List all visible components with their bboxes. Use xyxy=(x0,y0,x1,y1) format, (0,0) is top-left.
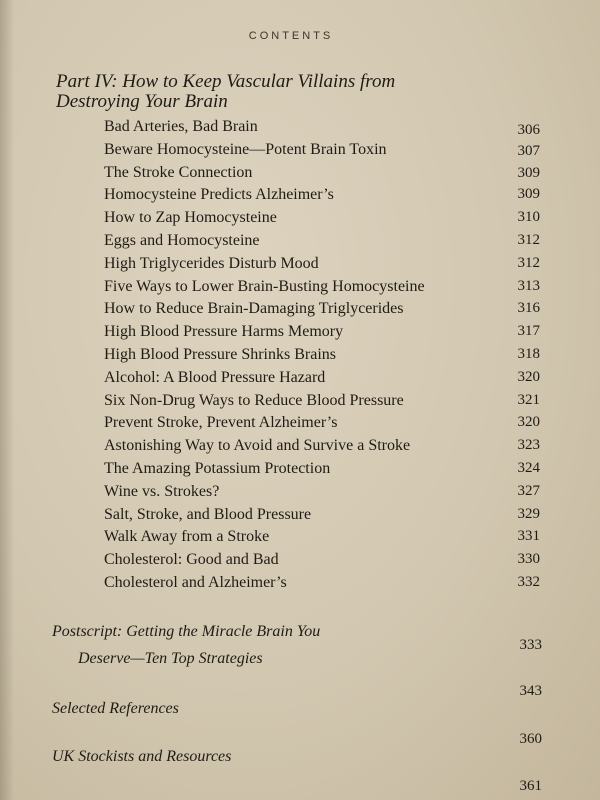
entry-title: The Amazing Potassium Protection xyxy=(104,459,331,477)
trailing-page-number: 361 xyxy=(519,778,542,794)
entry-title: Alcohol: A Blood Pressure Hazard xyxy=(104,368,326,386)
contents-entry xyxy=(0,437,600,460)
entry-title: Salt, Stroke, and Blood Pressure xyxy=(104,505,312,523)
entry-title: Homocysteine Predicts Alzheimer’s xyxy=(104,186,334,204)
entry-title: Five Ways to Lower Brain-Busting Homocysteine xyxy=(104,277,425,295)
entry-title: Eggs and Homocysteine xyxy=(104,231,260,249)
entry-title: Cholesterol and Alzheimer’s xyxy=(104,573,287,591)
contents-entry xyxy=(0,141,600,164)
contents-entry xyxy=(0,186,600,209)
entry-page-number: 310 xyxy=(517,209,540,226)
contents-entry-list xyxy=(0,118,600,597)
entry-title: The Stroke Connection xyxy=(104,163,253,181)
entry-title: How to Reduce Brain-Damaging Triglycerides xyxy=(104,300,404,318)
contents-entry xyxy=(0,574,600,597)
entry-page-number: 309 xyxy=(517,164,540,181)
contents-entry xyxy=(0,255,600,278)
postscript-page-number: 333 xyxy=(519,637,542,653)
contents-entry xyxy=(0,232,600,255)
postscript-title-line-1: Postscript: Getting the Miracle Brain You xyxy=(52,623,321,640)
entry-page-number: 316 xyxy=(517,300,540,317)
entry-title: Walk Away from a Stroke xyxy=(104,528,270,546)
references-page-number: 343 xyxy=(519,683,542,699)
entry-page-number: 312 xyxy=(517,254,540,271)
contents-entry xyxy=(0,460,600,483)
entry-title: Astonishing Way to Avoid and Survive a Stroke xyxy=(104,437,411,455)
entry-page-number: 323 xyxy=(517,437,540,454)
entry-page-number: 327 xyxy=(517,482,540,499)
entry-title: High Blood Pressure Shrinks Brains xyxy=(104,345,336,363)
contents-entry xyxy=(0,164,600,187)
entry-page-number: 307 xyxy=(517,142,540,159)
selected-references-title: Selected References xyxy=(52,700,179,717)
contents-entry xyxy=(0,414,600,437)
contents-entry xyxy=(0,551,600,574)
contents-entry xyxy=(0,278,600,301)
entry-page-number: 320 xyxy=(517,368,540,385)
entry-page-number: 329 xyxy=(517,505,540,522)
part-heading-line-1: Part IV: How to Keep Vascular Villains from xyxy=(56,71,396,92)
running-head: CONTENTS xyxy=(248,30,334,42)
entry-page-number: 324 xyxy=(517,459,540,476)
entry-title: Prevent Stroke, Prevent Alzheimer’s xyxy=(104,414,338,432)
contents-entry xyxy=(0,369,600,392)
entry-title: Beware Homocysteine—Potent Brain Toxin xyxy=(104,140,387,158)
entry-title: How to Zap Homocysteine xyxy=(104,209,277,227)
entry-page-number: 317 xyxy=(517,323,540,340)
uk-stockists-title: UK Stockists and Resources xyxy=(52,748,232,765)
entry-title: Bad Arteries, Bad Brain xyxy=(104,118,258,135)
part-heading xyxy=(56,72,496,112)
entry-page-number: 309 xyxy=(517,186,540,203)
contents-entry xyxy=(0,346,600,369)
entry-page-number: 332 xyxy=(517,573,540,590)
entry-title: High Blood Pressure Harms Memory xyxy=(104,323,344,341)
contents-entry xyxy=(0,483,600,506)
contents-entry xyxy=(0,209,600,232)
entry-page-number: 306 xyxy=(517,122,540,138)
contents-entry xyxy=(0,323,600,346)
uk-stockists-page-number: 360 xyxy=(519,731,542,747)
entry-page-number: 313 xyxy=(517,277,540,294)
entry-page-number: 331 xyxy=(517,528,540,545)
entry-title: High Triglycerides Disturb Mood xyxy=(104,254,319,272)
entry-page-number: 330 xyxy=(517,551,540,568)
contents-entry xyxy=(0,118,600,141)
contents-entry xyxy=(0,392,600,415)
contents-entry xyxy=(0,506,600,529)
contents-entry xyxy=(0,300,600,323)
entry-title: Cholesterol: Good and Bad xyxy=(104,551,279,569)
part-heading-line-2: Destroying Your Brain xyxy=(56,91,228,112)
entry-page-number: 318 xyxy=(517,345,540,362)
entry-title: Six Non-Drug Ways to Reduce Blood Pressure xyxy=(104,391,404,409)
entry-page-number: 320 xyxy=(517,414,540,431)
entry-page-number: 321 xyxy=(517,391,540,408)
entry-title: Wine vs. Strokes? xyxy=(104,482,220,500)
postscript-title-line-2: Deserve—Ten Top Strategies xyxy=(78,650,263,667)
contents-entry xyxy=(0,528,600,551)
entry-page-number: 312 xyxy=(517,231,540,248)
